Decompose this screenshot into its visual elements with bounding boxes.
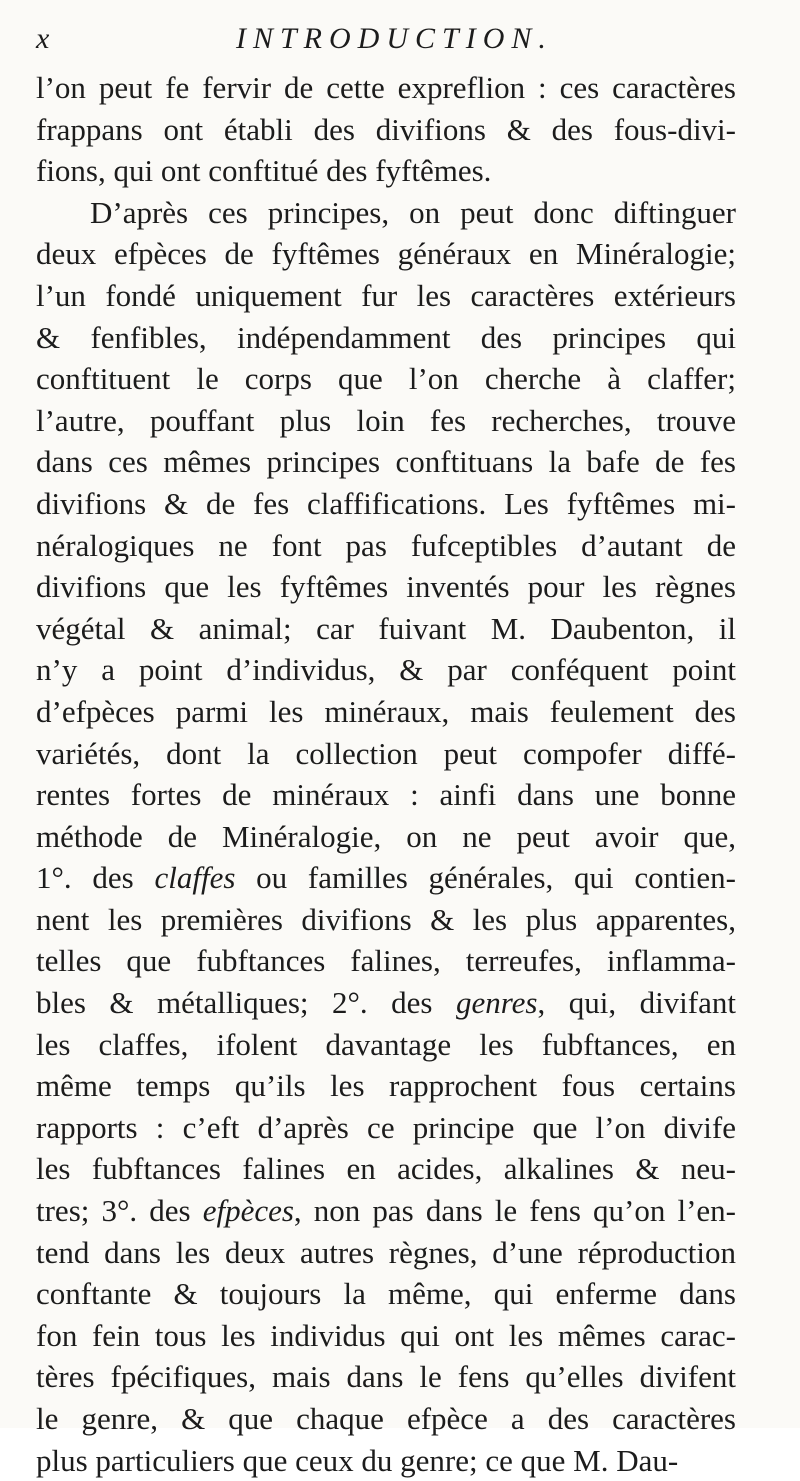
text-line: le genre, & que chaque efpèce a des caractères [36, 1401, 736, 1436]
text-line: même temps qu’ils les rapprochent fous certains [36, 1068, 736, 1104]
text-run: , non pas dans le fens qu’on l’en- [293, 1193, 736, 1229]
text-line: les fubftances falines en acides, alkalines & neu- [36, 1151, 736, 1187]
italic-term: genres [455, 985, 538, 1021]
text-line: & fenfibles, indépendamment des principes qui [36, 319, 736, 355]
text-line: l’on peut fe fervir de cette expreflion : ces caractères [36, 70, 736, 105]
text-line: variétés, dont la collection peut compofer diffé- [36, 735, 736, 771]
text-line: nent les premières divifions & les plus apparentes, [36, 901, 736, 937]
text-line: fon fein tous les individus qui ont les mêmes carac- [36, 1317, 736, 1353]
text-line: végétal & animal; car fuivant M. Daubenton, il [36, 610, 736, 646]
text-line [36, 857, 736, 899]
text-line: frappans ont établi des divifions & des fous-divi- [36, 111, 736, 147]
text-line: l’autre, pouffant plus loin fes recherches, trouve [36, 402, 736, 438]
text-run: 1°. des [36, 860, 155, 896]
text-run: ou familles générales, qui contien- [235, 860, 736, 896]
text-line: méthode de Minéralogie, on ne peut avoir que, [36, 818, 736, 854]
italic-term: efpèces [202, 1193, 294, 1229]
text-line: dans ces mêmes principes conftituans la bafe de fes [36, 444, 736, 480]
text-line: divifions & de fes claffifications. Les fyftêmes mi- [36, 485, 736, 521]
text-line: tend dans les deux autres règnes, d’une réproduction [36, 1234, 736, 1270]
page-number: x [36, 22, 51, 55]
text-line: tères fpécifiques, mais dans le fens qu’elles divifent [36, 1359, 736, 1395]
text-run: , qui, divifant [537, 985, 736, 1021]
text-line: néralogiques ne font pas fufceptibles d’autant de [36, 527, 736, 563]
running-head [36, 22, 736, 62]
text-line [36, 1190, 736, 1232]
running-title: INTRODUCTION. [236, 22, 553, 55]
text-run: bles & métalliques; 2°. des [36, 985, 456, 1021]
text-run: tres; 3°. des [36, 1193, 203, 1229]
text-line: l’un fondé uniquement fur les caractères extérieurs [36, 277, 736, 313]
text-line: d’efpèces parmi les minéraux, mais feulement des [36, 693, 736, 729]
text-line: telles que fubftances falines, terreufes, inflamma- [36, 943, 736, 979]
text-line: divifions que les fyftêmes inventés pour les règnes [36, 569, 736, 605]
text-line: n’y a point d’individus, & par conféquent point [36, 652, 736, 688]
text-line: conftante & toujours la même, qui enferme dans [36, 1276, 736, 1312]
text-line: rapports : c’eft d’après ce principe que l’on divife [36, 1109, 736, 1145]
text-line: fions, qui ont conftitué des fyftêmes. [36, 153, 492, 189]
text-line [36, 982, 736, 1024]
text-line: conftituent le corps que l’on cherche à claffer; [36, 361, 736, 397]
text-line: D’après ces principes, on peut donc diftinguer [90, 194, 736, 230]
text-line: deux efpèces de fyftêmes généraux en Minéralogie; [36, 236, 736, 272]
text-line: les claffes, ifolent davantage les fubftances, en [36, 1026, 736, 1062]
text-line: rentes fortes de minéraux : ainfi dans une bonne [36, 777, 736, 813]
body-text [36, 67, 736, 1481]
text-line: plus particuliers que ceux du genre; ce que M. Dau- [36, 1442, 679, 1478]
italic-term: claffes [154, 860, 236, 896]
